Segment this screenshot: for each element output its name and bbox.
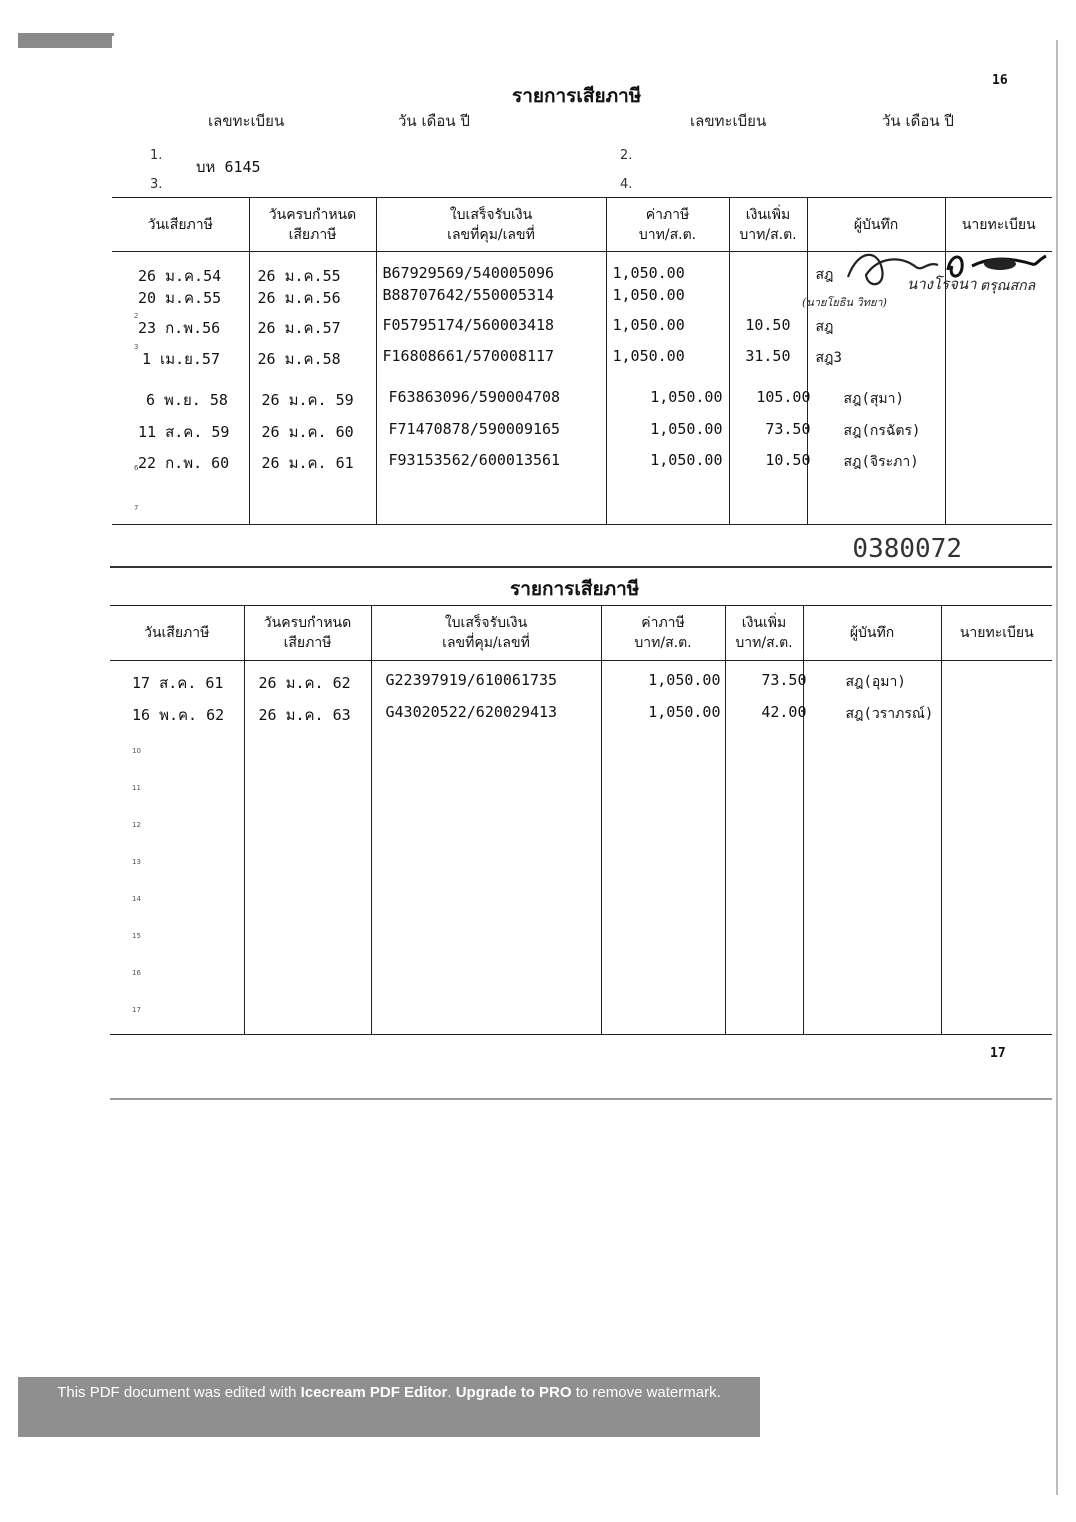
reg-label-right: เลขทะเบียน (690, 112, 767, 130)
col-registrar: นายทะเบียน (945, 198, 1052, 252)
row-number: 6 (134, 464, 139, 472)
row3-recorder: สฎ (815, 319, 834, 335)
row2-due: 26 ม.ค. 63 (258, 706, 351, 724)
handwritten-name: นางโรจนา (907, 275, 977, 293)
row5-tax: 1,050.00 (650, 388, 723, 406)
row7-receipt: F93153562/600013561 (388, 451, 561, 469)
row-number: 10 (132, 747, 141, 755)
row3-fine: 10.50 (745, 316, 791, 334)
row-number: 13 (132, 858, 141, 866)
reg-label-left: เลขทะเบียน (208, 112, 285, 130)
row2-paid: 20 ม.ค.55 (138, 289, 222, 307)
row3-receipt: F05795174/560003418 (382, 316, 555, 334)
row6-tax: 1,050.00 (650, 420, 723, 438)
row7-recorder: สฎ(จิระภา) (843, 454, 919, 470)
row1-recorder: สฎ (815, 267, 834, 283)
row2-tax: 1,050.00 (612, 286, 685, 304)
slot-1-number: 1. (150, 148, 163, 163)
row4-tax: 1,050.00 (612, 347, 685, 365)
row3-due: 26 ม.ค.57 (257, 319, 341, 337)
editor-watermark[interactable] (18, 1377, 760, 1437)
row5-recorder: สฎ(สุมา) (843, 391, 904, 407)
row1-fine: 73.50 (761, 671, 807, 689)
col-tax: ค่าภาษี บาท/ส.ต. (606, 198, 729, 252)
col-receipt: ใบเสร็จรับเงิน เลขที่คุม/เลขที่ (376, 198, 606, 252)
row5-paid: 6 พ.ย. 58 (146, 391, 228, 409)
row1-receipt: G22397919/610061735 (385, 671, 558, 689)
row3-paid: 23 ก.พ.56 (138, 319, 221, 337)
row-number: 16 (132, 969, 141, 977)
row7-paid: 22 ก.พ. 60 (138, 454, 230, 472)
page-title: รายการเสียภาษี (510, 578, 640, 600)
row6-paid: 11 ส.ค. 59 (138, 423, 230, 441)
row5-fine: 105.00 (756, 388, 811, 406)
col-fine: เงินเพิ่ม บาท/ส.ต. (729, 198, 807, 252)
watermark-upgrade-link[interactable]: Upgrade to PRO (455, 1384, 572, 1401)
row4-paid: 1 เม.ย.57 (142, 350, 220, 368)
col-due-date: วันครบกำหนด เสียภาษี (244, 606, 371, 661)
row-number: 14 (132, 895, 141, 903)
row4-recorder: สฎ3 (815, 350, 842, 366)
watermark-middle: . (447, 1384, 456, 1401)
watermark-product: Icecream PDF Editor (300, 1384, 448, 1401)
row1-due: 26 ม.ค. 62 (258, 674, 351, 692)
row1-paid: 26 ม.ค.54 (138, 267, 222, 285)
date-label-right: วัน เดือน ปี (882, 112, 954, 130)
strip-number: 0380072 (852, 534, 962, 564)
slot-2-number: 2. (620, 148, 633, 163)
tax-page-top (112, 36, 1052, 564)
col-tax: ค่าภาษี บาท/ส.ต. (601, 606, 725, 661)
page-number: 17 (990, 1046, 1006, 1061)
row6-due: 26 ม.ค. 60 (261, 423, 354, 441)
handwritten-name-paren: (นายโยธิน วิทยา) (802, 296, 887, 309)
row-number: 11 (132, 784, 141, 792)
watermark-suffix: to remove watermark. (571, 1384, 721, 1401)
row1-tax: 1,050.00 (648, 671, 721, 689)
row5-receipt: F63863096/590004708 (388, 388, 561, 406)
row2-recorder: สฎ(วราภรณ์) (845, 706, 934, 722)
scan-edge-line (1056, 40, 1058, 1495)
col-paid-date: วันเสียภาษี (110, 606, 244, 661)
slot-4-number: 4. (620, 177, 633, 192)
col-recorder: ผู้บันทึก (807, 198, 945, 252)
row4-fine: 31.50 (745, 347, 791, 365)
row1-receipt: B67929569/540005096 (382, 264, 555, 282)
slot-3-number: 3. (150, 177, 163, 192)
overlap-strip (112, 534, 1052, 568)
row-number: 17 (132, 1006, 141, 1014)
row5-due: 26 ม.ค. 59 (261, 391, 354, 409)
row-number: 2 (134, 312, 139, 320)
row2-receipt: B88707642/550005314 (382, 286, 555, 304)
row1-recorder: สฎ(อุมา) (845, 674, 906, 690)
page-number: 16 (992, 73, 1008, 88)
row2-paid: 16 พ.ค. 62 (132, 706, 225, 724)
col-receipt: ใบเสร็จรับเงิน เลขที่คุม/เลขที่ (371, 606, 601, 661)
row7-tax: 1,050.00 (650, 451, 723, 469)
tax-page-bottom (110, 566, 1052, 1100)
row6-recorder: สฎ(กรฉัตร) (843, 423, 921, 439)
row4-receipt: F16808661/570008117 (382, 347, 555, 365)
row2-receipt: G43020522/620029413 (385, 703, 558, 721)
watermark-prefix: This PDF document was edited with (57, 1384, 301, 1401)
page-title: รายการเสียภาษี (512, 85, 642, 107)
slot-1-plate: บห 6145 (196, 158, 261, 176)
row2-tax: 1,050.00 (648, 703, 721, 721)
col-registrar: นายทะเบียน (941, 606, 1052, 661)
row-number: 12 (132, 821, 141, 829)
date-label-left: วัน เดือน ปี (398, 112, 470, 130)
row1-tax: 1,050.00 (612, 264, 685, 282)
row1-paid: 17 ส.ค. 61 (132, 674, 224, 692)
row2-fine: 42.00 (761, 703, 807, 721)
row6-fine: 73.50 (765, 420, 811, 438)
col-recorder: ผู้บันทึก (803, 606, 941, 661)
row2-due: 26 ม.ค.56 (257, 289, 341, 307)
row7-fine: 10.50 (765, 451, 811, 469)
row-number: 7 (134, 504, 139, 512)
registrar-handwriting: ตรุณสกล (980, 278, 1036, 294)
col-fine: เงินเพิ่ม บาท/ส.ต. (725, 606, 803, 661)
row3-tax: 1,050.00 (612, 316, 685, 334)
scan-edge-bar (18, 33, 114, 48)
row-number: 3 (134, 343, 139, 351)
row6-receipt: F71470878/590009165 (388, 420, 561, 438)
col-due-date: วันครบกำหนด เสียภาษี (249, 198, 376, 252)
tax-table-bottom (110, 605, 1052, 1035)
row-number: 15 (132, 932, 141, 940)
row4-due: 26 ม.ค.58 (257, 350, 341, 368)
row7-due: 26 ม.ค. 61 (261, 454, 354, 472)
col-paid-date: วันเสียภาษี (112, 198, 249, 252)
row1-due: 26 ม.ค.55 (257, 267, 341, 285)
